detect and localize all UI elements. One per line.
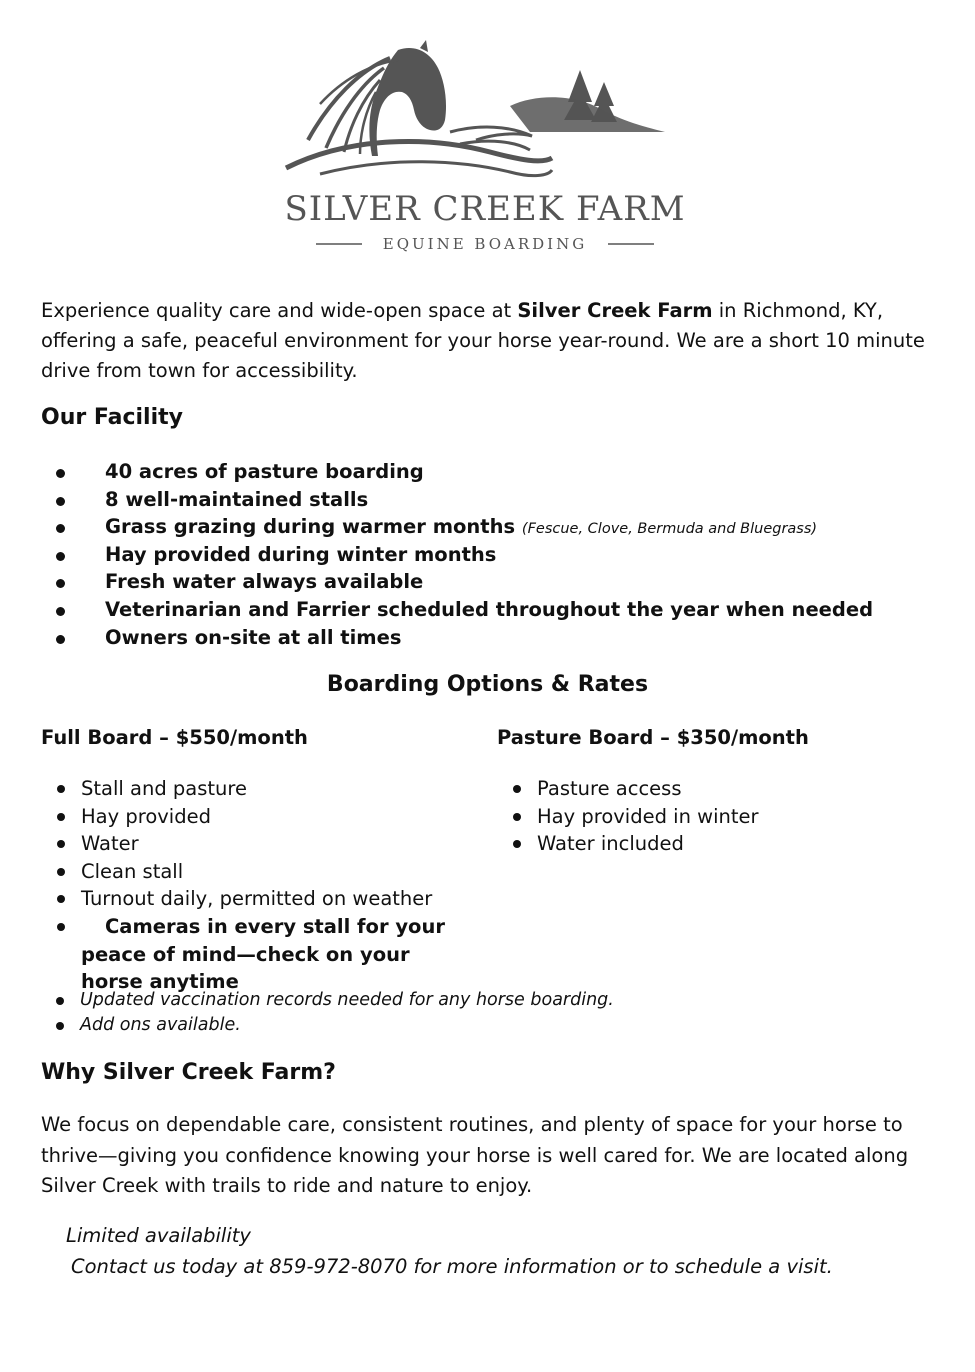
pasture-board-item: Water included [537, 832, 684, 856]
list-item [56, 458, 936, 486]
list-item [56, 513, 936, 541]
bullet-icon [56, 579, 65, 588]
facility-item-text: 40 acres of pasture boarding [105, 460, 424, 483]
full-board-item: Water [81, 832, 139, 856]
cameras-item: Cameras in every stall for your peace of mind—check on your horse anytime [81, 914, 445, 994]
list-item [513, 775, 913, 803]
facility-heading: Our Facility [41, 405, 183, 430]
list-item [57, 830, 477, 858]
facility-item-text: Hay provided during winter months [105, 542, 497, 566]
full-board-item: Hay provided [81, 804, 211, 828]
bullet-icon [57, 785, 65, 793]
pasture-board-item: Hay provided in winter [537, 804, 759, 828]
bullet-icon [56, 1022, 64, 1030]
pasture-board-item: Pasture access [537, 777, 682, 800]
vaccination-note: Updated vaccination records needed for any horse boarding. [80, 990, 614, 1010]
intro-after: in Richmond, KY, offering a safe, peaceful environment for your horse year-round. We are a short 10 minute drive from town for accessibility. [41, 299, 925, 382]
bullet-icon [56, 635, 65, 644]
full-board-item: Stall and pasture [81, 777, 247, 800]
list-item [56, 596, 936, 624]
intro-paragraph [41, 296, 941, 386]
list-item [56, 568, 936, 596]
add-ons-note: Add ons available. [80, 1015, 241, 1035]
contact-text [71, 1252, 833, 1282]
bullet-icon [56, 497, 65, 506]
bullet-icon [56, 524, 65, 533]
bullet-icon [57, 840, 65, 848]
pasture-board-title: Pasture Board – $350/month [497, 726, 809, 749]
rates-heading: Boarding Options & Rates [326, 672, 649, 697]
list-item [56, 988, 614, 1013]
list-item [56, 1013, 614, 1038]
full-board-list [57, 775, 477, 996]
list-item [57, 858, 477, 886]
full-board-item: Clean stall [81, 859, 184, 883]
bullet-icon [56, 552, 65, 561]
facility-item-text: 8 well-maintained stalls [105, 487, 369, 511]
bullet-icon [57, 813, 65, 821]
facility-list [56, 458, 936, 651]
facility-item-text: Fresh water always available [105, 570, 424, 594]
pasture-board-list [513, 775, 913, 858]
bullet-icon [56, 607, 65, 616]
contact-after: for more information or to schedule a visit. [407, 1255, 833, 1278]
why-paragraph: We focus on dependable care, consistent routines, and plenty of space for your horse to thrive—giving you confidence knowing your horse is well cared for. We are located along Silver Creek with trails to ride and nature to enjoy. [41, 1113, 909, 1197]
facility-item-text: Owners on-site at all times [105, 625, 402, 649]
intro-farm-name: Silver Creek Farm [517, 299, 713, 322]
list-item [57, 775, 477, 803]
bullet-icon [57, 923, 65, 931]
bullet-icon [56, 469, 65, 478]
phone-number: 859-972-8070 [269, 1255, 408, 1278]
bullet-icon [56, 997, 64, 1005]
availability-text: Limited availability [66, 1224, 251, 1247]
full-board-item: Turnout daily, permitted on weather [81, 887, 433, 911]
bullet-icon [57, 895, 65, 903]
brand-name-text: SILVER CREEK FARM [284, 189, 686, 229]
bullet-icon [513, 813, 521, 821]
intro-before: Experience quality care and wide-open space at [41, 299, 518, 322]
list-item [57, 913, 477, 996]
full-board-title: Full Board – $550/month [41, 726, 308, 749]
contact-before: Contact us today at [71, 1255, 270, 1278]
farm-logo [280, 40, 690, 260]
list-item [56, 624, 936, 652]
list-item [513, 803, 913, 831]
list-item [56, 486, 936, 514]
facility-item-text: Veterinarian and Farrier scheduled throughout the year when needed [105, 597, 874, 621]
list-item [56, 541, 936, 569]
tagline-text: EQUINE BOARDING [382, 235, 588, 253]
bullet-icon [57, 868, 65, 876]
bullet-icon [513, 785, 521, 793]
bullet-icon [513, 840, 521, 848]
horse-logo-icon [280, 40, 690, 260]
grass-types-note: (Fescue, Clove, Bermuda and Bluegrass) [521, 521, 818, 538]
notes-list [56, 988, 614, 1038]
list-item [57, 803, 477, 831]
list-item [57, 885, 477, 913]
facility-item-text: Grass grazing during warmer months [105, 515, 516, 539]
list-item [513, 830, 913, 858]
why-heading: Why Silver Creek Farm? [41, 1060, 336, 1085]
